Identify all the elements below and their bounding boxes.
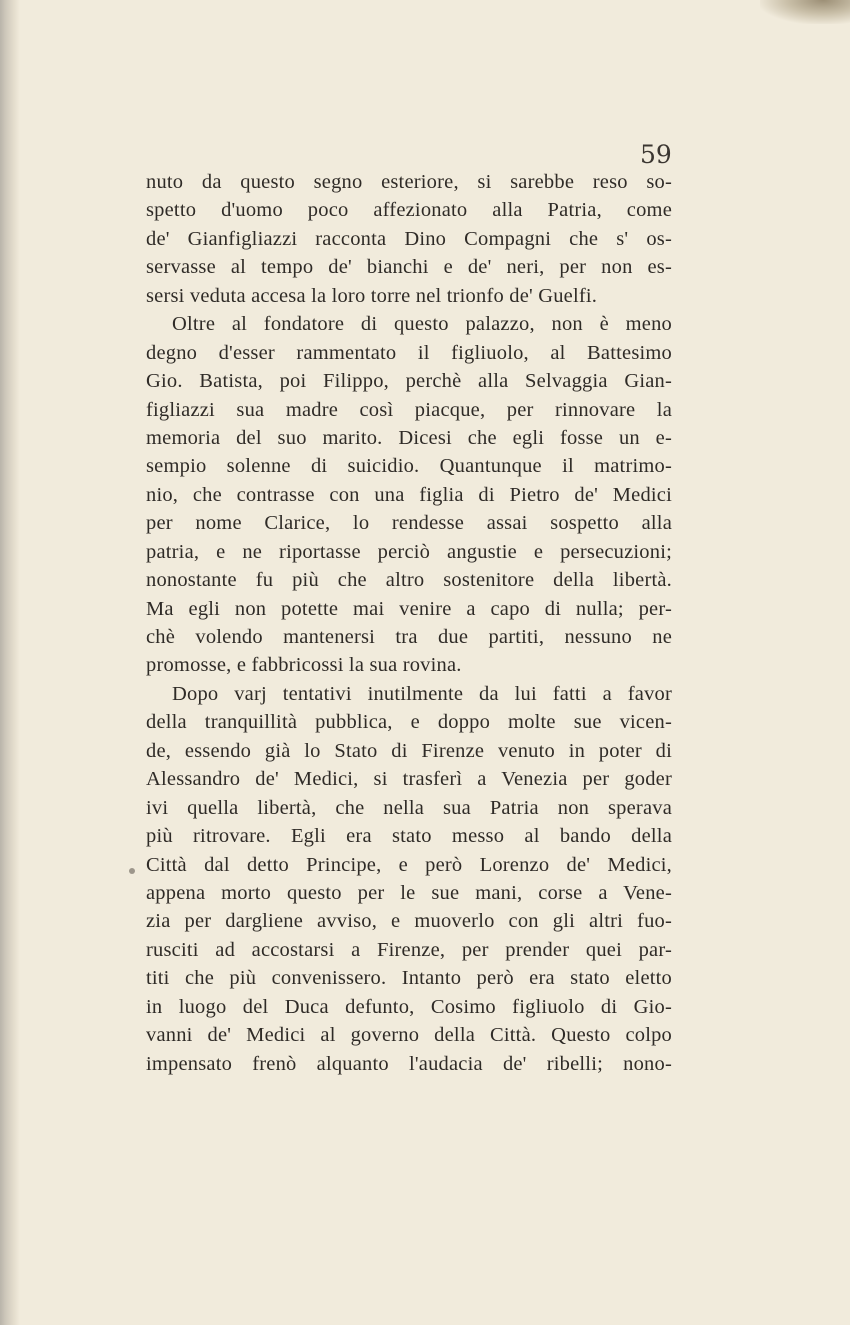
text-line: più ritrovare. Egli era stato messo al bando della [146, 825, 672, 848]
text-line: zia per dargliene avviso, e muoverlo con gli altri fuo- [146, 910, 672, 933]
text-line: sempio solenne di suicidio. Quantunque il matrimo- [146, 455, 672, 478]
text-line: Ma egli non potette mai venire a capo di nulla; per- [146, 597, 672, 620]
text-line: sersi veduta accesa la loro torre nel trionfo de' Guelfi. [146, 284, 598, 307]
text-line: spetto d'uomo poco affezionato alla Patria, come [146, 199, 672, 222]
text-line: promosse, e fabbricossi la sua rovina. [146, 654, 462, 677]
body-text [146, 168, 672, 1078]
text-line: in luogo del Duca defunto, Cosimo figliuolo di Gio- [146, 995, 672, 1018]
text-line: rusciti ad accostarsi a Firenze, per prender quei par- [146, 938, 672, 961]
text-line: de, essendo già lo Stato di Firenze venuto in poter di [146, 739, 672, 762]
text-line: figliazzi sua madre così piacque, per rinnovare la [146, 398, 672, 421]
text-line: patria, e ne riportasse perciò angustie e persecuzioni; [146, 540, 672, 563]
text-line: vanni de' Medici al governo della Città. Questo colpo [146, 1024, 672, 1047]
text-line: Dopo varj tentativi inutilmente da lui fatti a favor [172, 682, 672, 705]
text-line: Oltre al fondatore di questo palazzo, non è meno [172, 313, 672, 336]
text-line: Gio. Batista, poi Filippo, perchè alla Selvaggia Gian- [146, 370, 672, 393]
text-line: de' Gianfigliazzi racconta Dino Compagni che s' os- [146, 227, 672, 250]
text-line: ivi quella libertà, che nella sua Patria non sperava [146, 796, 672, 819]
text-line: Alessandro de' Medici, si trasferì a Venezia per goder [146, 768, 672, 791]
text-line: della tranquillità pubblica, e doppo molte sue vicen- [146, 711, 672, 734]
text-line: memoria del suo marito. Dicesi che egli fosse un e- [146, 426, 672, 449]
text-line: titi che più convenissero. Intanto però era stato eletto [146, 967, 672, 990]
ink-speck [129, 868, 135, 874]
text-line: servasse al tempo de' bianchi e de' neri, per non es- [146, 256, 672, 279]
corner-stain [760, 0, 850, 24]
page-number: 59 [640, 140, 672, 169]
text-line: chè volendo mantenersi tra due partiti, nessuno ne [146, 626, 672, 648]
text-line: nuto da questo segno esteriore, si sarebbe reso so- [146, 171, 672, 193]
text-line: degno d'esser rammentato il figliuolo, al Battesimo [146, 341, 672, 364]
binding-gutter [0, 0, 20, 1325]
text-line: nio, che contrasse con una figlia di Pietro de' Medici [146, 483, 672, 506]
text-line: nonostante fu più che altro sostenitore della libertà. [146, 569, 672, 592]
text-line: Città dal detto Principe, e però Lorenzo de' Medici, [146, 853, 672, 876]
text-line: per nome Clarice, lo rendesse assai sospetto alla [146, 512, 672, 535]
text-line: impensato frenò alquanto l'audacia de' ribelli; nono- [146, 1052, 672, 1075]
text-line: appena morto questo per le sue mani, corse a Vene- [146, 881, 672, 904]
